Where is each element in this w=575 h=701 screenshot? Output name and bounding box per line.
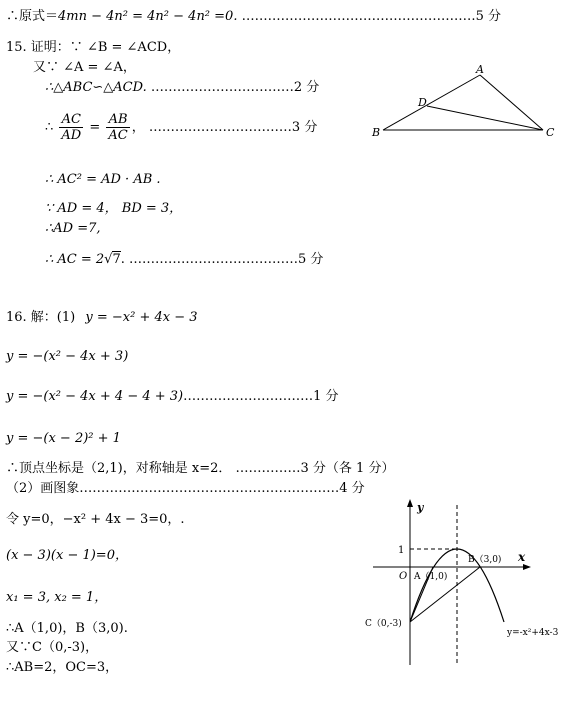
p16-ab: ∴A（1,0)，B（3,0).	[6, 621, 128, 636]
p15-step7-post: .	[120, 252, 125, 267]
line1-expr: 4mn − 4n² = 4n² − 4n² =0.	[58, 9, 238, 24]
p16-vertex-line	[6, 461, 394, 477]
label-point-a: A（1,0)	[414, 572, 448, 582]
p15-step7-score: 5 分	[298, 252, 324, 267]
p16-eq2-line	[6, 389, 339, 405]
fraction-ab-ac	[106, 112, 129, 143]
p16-c: 又∵C（0,-3)，	[6, 640, 99, 655]
p15-step3: ∴ $\frac{AC}{AD}$ = $\frac{AB}{AC}$ ， ……………………………3 分	[45, 112, 318, 143]
side-ba	[383, 75, 480, 130]
p16-head: 16. 解：(1)	[6, 310, 76, 325]
p15-step7-dots: …………………………………	[129, 252, 299, 267]
sqrt-symbol: √	[104, 252, 113, 267]
p15-step3-comma: ，	[131, 120, 145, 135]
triangle-figure	[368, 62, 558, 142]
label-x: x	[518, 550, 526, 564]
label-one: 1	[398, 545, 405, 556]
frac2-num: AB	[106, 112, 129, 128]
line1-score: 5 分	[475, 9, 501, 24]
label-a: A	[476, 63, 484, 76]
p15-step1: 又∵ ∠A = ∠A，	[33, 60, 136, 75]
p15-step3-prefix: ∴	[45, 120, 54, 135]
p16-eq2-dots: …………………………	[183, 389, 314, 404]
p16-eq2-score: 1 分	[313, 389, 339, 404]
p16-vertex-dots: ……………	[235, 461, 301, 476]
y-axis-arrow	[407, 499, 413, 507]
label-curve: y=-x²+4x-3	[507, 628, 559, 638]
p15-step3-score: 3 分	[291, 120, 318, 135]
label-b: B	[372, 126, 381, 139]
p16-eq3: y = −(x − 2)² + 1	[6, 431, 121, 446]
fraction-ac-ad	[59, 112, 83, 143]
p16-final: ∴AB=2，OC=3，	[6, 660, 119, 675]
frac1-num: AC	[59, 112, 83, 128]
line-original-expression	[6, 9, 501, 25]
p16-part2-dots: ……………………………………………………	[79, 481, 340, 496]
p16-vertex: ∴顶点坐标是（2,1)，对称轴是 x=2．	[6, 461, 232, 476]
p15-step2	[45, 80, 319, 96]
p15-step5: ∵ AD = 4， BD = 3，	[45, 201, 183, 216]
label-point-b: B（3,0)	[468, 555, 502, 565]
line1-dots: ………………………………………………	[241, 9, 476, 24]
p16-part2: （2）画图象	[6, 481, 80, 496]
side-ac	[480, 75, 543, 130]
frac2-den: AC	[108, 128, 128, 143]
parabola-graph	[355, 495, 570, 670]
label-point-c: C（0,-3)	[365, 619, 402, 629]
p16-let: 令 y=0，−x² + 4x − 3=0，.	[6, 512, 185, 527]
p15-step2-score: 2 分	[293, 80, 320, 95]
line1-prefix: ∴原式＝	[6, 9, 59, 24]
label-origin: O	[399, 571, 408, 582]
p15-step7	[45, 252, 323, 268]
label-c: C	[546, 126, 555, 139]
p16-eq1: y = −(x² − 4x + 3)	[6, 349, 129, 364]
p16-fact: (x − 3)(x − 1)=0，	[6, 548, 128, 563]
p16-vertex-score: 3 分（各 1 分）	[300, 461, 395, 476]
p16-eq0: y = −x² + 4x − 3	[85, 310, 198, 325]
p15-step4: ∴ AC² = AD · AB .	[45, 172, 161, 187]
p16-roots: x₁ = 3, x₂ = 1，	[6, 590, 108, 605]
segment-dc	[427, 106, 543, 130]
label-d: D	[418, 96, 427, 109]
p15-step2-dots: ……………………………	[150, 80, 294, 95]
p16-part2-score: 4 分	[339, 481, 365, 496]
p16-part2-line	[6, 481, 365, 497]
p15-step7-prefix: ∴ AC = 2	[45, 252, 105, 267]
p15-step7-radicand: 7	[112, 252, 121, 267]
p15-head: 15. 证明：∵ ∠B = ∠ACD，	[6, 40, 181, 55]
label-y: y	[417, 501, 424, 514]
x-axis-arrow	[523, 564, 531, 570]
p16-head-line	[6, 310, 198, 326]
p15-step2-text: ∴△ABC∽△ACD.	[45, 80, 147, 95]
frac1-den: AD	[61, 128, 82, 143]
p16-eq2: y = −(x² − 4x + 4 − 4 + 3)	[6, 389, 184, 404]
p15-step6: ∴AD =7,	[45, 221, 101, 236]
p15-step3-dots: ……………………………	[148, 120, 292, 135]
